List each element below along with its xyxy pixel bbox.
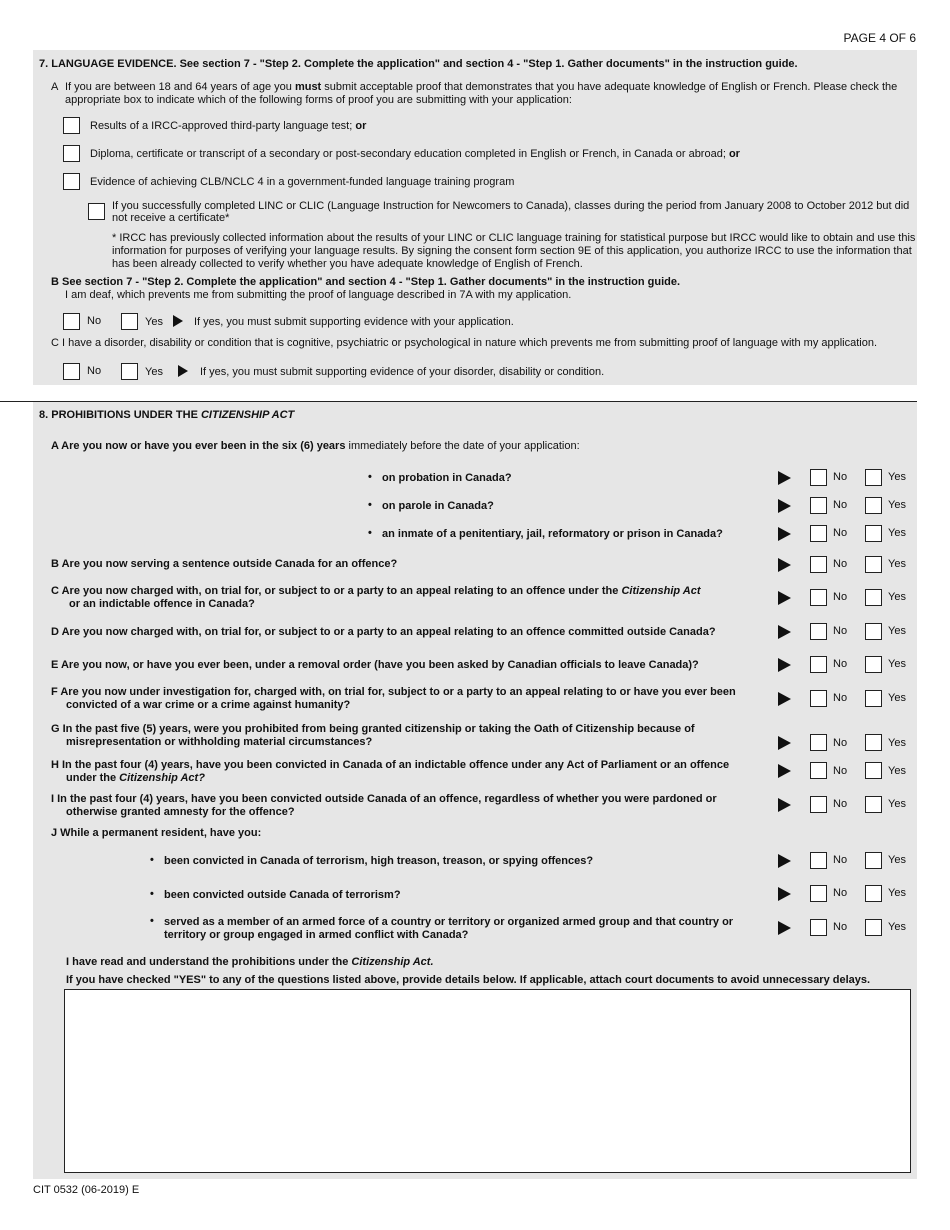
yes-label: Yes <box>888 558 906 570</box>
section-7a-must: must <box>294 81 322 93</box>
ircc-note-line1: * IRCC has previously collected information about the results of your LINC or CLIC language training for statistical purpose but IRCC would like to obtain and use this <box>112 232 916 244</box>
q8i-text-line1: I In the past four (4) years, have you been convicted outside Canada of an offence, regardless of whether you were pardoned or <box>51 793 717 805</box>
q8a3-text: an inmate of a penitentiary, jail, reformatory or prison in Canada? <box>382 528 723 540</box>
q8g-no-checkbox[interactable] <box>810 734 827 751</box>
disability-yes-label: Yes <box>145 366 163 378</box>
q8f-text-line2: convicted of a war crime or a crime against humanity? <box>66 699 351 711</box>
q8j2-yes-checkbox[interactable] <box>865 885 882 902</box>
section-7a-text-post: submit acceptable proof that demonstrates that you have adequate knowledge of English or French. Please check the <box>321 81 898 93</box>
no-label: No <box>833 692 848 704</box>
diploma-label <box>90 148 740 161</box>
yes-label: Yes <box>888 658 906 670</box>
arrow-icon <box>778 736 791 750</box>
arrow-icon <box>778 658 791 672</box>
q8g-yes-checkbox[interactable] <box>865 734 882 751</box>
clb-nclc-checkbox[interactable] <box>63 173 80 190</box>
deaf-yes-note: If yes, you must submit supporting evidence with your application. <box>194 316 514 328</box>
arrow-icon <box>778 764 791 778</box>
acknowledgement-act: Citizenship Act. <box>351 956 434 968</box>
section-8a-intro-bold: A Are you now or have you ever been in the six (6) years <box>51 440 346 452</box>
q8e-yes-checkbox[interactable] <box>865 656 882 673</box>
q8a3-yes-checkbox[interactable] <box>865 525 882 542</box>
section-7c-text: C I have a disorder, disability or condition that is cognitive, psychiatric or psychological in nature which prevents me from submitting proof of language with my application. <box>51 337 878 349</box>
form-code: CIT 0532 (06-2019) E <box>33 1184 140 1196</box>
section-7a-text-pre: If you are between 18 and 64 years of age you <box>65 81 295 93</box>
arrow-icon <box>778 625 791 639</box>
yes-label: Yes <box>888 692 906 704</box>
q8a1-yes-checkbox[interactable] <box>865 469 882 486</box>
no-label: No <box>833 658 848 670</box>
q8f-text-line1: F Are you now under investigation for, charged with, on trial for, subject to or a party to an appeal relating to or have you ever been <box>51 686 736 698</box>
no-label: No <box>833 854 848 866</box>
no-label: No <box>833 471 848 483</box>
no-label: No <box>833 591 848 603</box>
deaf-no-label: No <box>87 315 102 327</box>
deaf-yes-checkbox[interactable] <box>121 313 138 330</box>
q8d-text: D Are you now charged with, on trial for, or subject to or a party to an appeal relating to an offence committed outside Canada? <box>51 626 716 638</box>
ircc-note-line2: information for purposes of verifying your language results. By signing the consent form section 9E of this application, you authorize IRCC to use the information that <box>112 245 912 257</box>
q8h-act: Citizenship Act? <box>119 772 205 784</box>
section-7a-text-line2: appropriate box to indicate which of the following forms of proof you are submitting with your application: <box>65 94 572 106</box>
yes-label: Yes <box>888 854 906 866</box>
section-8-heading <box>39 409 294 422</box>
no-label: No <box>833 921 848 933</box>
yes-label: Yes <box>888 527 906 539</box>
q8a2-bullet: • <box>368 499 372 511</box>
section-8a-intro-rest: immediately before the date of your application: <box>345 440 580 452</box>
section-7a-letter: A <box>51 81 59 93</box>
diploma-or: or <box>728 148 740 160</box>
linc-clic-checkbox[interactable] <box>88 203 105 220</box>
q8a1-no-checkbox[interactable] <box>810 469 827 486</box>
q8a2-yes-checkbox[interactable] <box>865 497 882 514</box>
section-7b-text: I am deaf, which prevents me from submitting the proof of language described in 7A with my application. <box>65 289 572 301</box>
q8j1-no-checkbox[interactable] <box>810 852 827 869</box>
disability-yes-note: If yes, you must submit supporting evidence of your disorder, disability or condition. <box>200 366 605 378</box>
acknowledgement-text <box>66 956 434 969</box>
q8e-no-checkbox[interactable] <box>810 656 827 673</box>
q8j1-yes-checkbox[interactable] <box>865 852 882 869</box>
q8b-yes-checkbox[interactable] <box>865 556 882 573</box>
q8a1-bullet: • <box>368 471 372 483</box>
page-number: PAGE 4 OF 6 <box>843 31 916 45</box>
linc-clic-label-line2: not receive a certificate* <box>112 212 230 224</box>
q8j2-no-checkbox[interactable] <box>810 885 827 902</box>
q8c-text-pre: C Are you now charged with, on trial for, or subject to or a party to an appeal relating to an offence under the <box>51 585 622 597</box>
arrow-icon <box>778 692 791 706</box>
q8f-yes-checkbox[interactable] <box>865 690 882 707</box>
q8j3-bullet: • <box>150 915 154 927</box>
yes-label: Yes <box>888 921 906 933</box>
q8d-no-checkbox[interactable] <box>810 623 827 640</box>
q8b-text: B Are you now serving a sentence outside Canada for an offence? <box>51 558 398 570</box>
arrow-icon <box>778 887 791 901</box>
language-test-label <box>90 120 366 133</box>
q8h-yes-checkbox[interactable] <box>865 762 882 779</box>
ircc-note-line3: has been already collected to verify whether you have adequate knowledge of English of French. <box>112 258 583 270</box>
deaf-no-checkbox[interactable] <box>63 313 80 330</box>
diploma-checkbox[interactable] <box>63 145 80 162</box>
q8j1-text: been convicted in Canada of terrorism, high treason, treason, or spying offences? <box>164 855 594 867</box>
arrow-icon <box>778 471 791 485</box>
arrow-icon <box>778 591 791 605</box>
q8j2-bullet: • <box>150 888 154 900</box>
q8c-no-checkbox[interactable] <box>810 589 827 606</box>
q8g-text-line2: misrepresentation or withholding material circumstances? <box>66 736 373 748</box>
q8j1-bullet: • <box>150 854 154 866</box>
q8j3-yes-checkbox[interactable] <box>865 919 882 936</box>
no-label: No <box>833 765 848 777</box>
no-label: No <box>833 499 848 511</box>
q8d-yes-checkbox[interactable] <box>865 623 882 640</box>
no-label: No <box>833 887 848 899</box>
details-instruction: If you have checked "YES" to any of the questions listed above, provide details below. If applicable, attach court documents to avoid unnecessary delays. <box>66 974 871 986</box>
yes-label: Yes <box>888 499 906 511</box>
language-test-text: Results of a IRCC-approved third-party language test; <box>90 120 353 132</box>
q8i-no-checkbox[interactable] <box>810 796 827 813</box>
language-test-checkbox[interactable] <box>63 117 80 134</box>
acknowledgement-pre: I have read and understand the prohibitions under the <box>66 956 352 968</box>
yes-label: Yes <box>888 798 906 810</box>
language-test-or: or <box>355 120 367 132</box>
arrow-icon <box>178 365 188 377</box>
linc-clic-label-line1: If you successfully completed LINC or CLIC (Language Instruction for Newcomers to Canada), classes during the period from January 2008 to October 2012 but did <box>112 200 910 212</box>
clb-nclc-label: Evidence of achieving CLB/NCLC 4 in a government-funded language training program <box>90 176 515 188</box>
arrow-icon <box>778 798 791 812</box>
q8j-text: J While a permanent resident, have you: <box>51 827 262 839</box>
section-8-heading-act: CITIZENSHIP ACT <box>200 409 295 421</box>
q8b-no-checkbox[interactable] <box>810 556 827 573</box>
q8j3-text-line2: territory or group engaged in armed conflict with Canada? <box>164 929 469 941</box>
disability-no-label: No <box>87 365 102 377</box>
q8h-text-pre: under the <box>66 772 120 784</box>
q8c-text-line2: or an indictable offence in Canada? <box>69 598 255 610</box>
yes-label: Yes <box>888 625 906 637</box>
arrow-icon <box>778 921 791 935</box>
q8a2-text: on parole in Canada? <box>382 500 494 512</box>
no-label: No <box>833 737 848 749</box>
no-label: No <box>833 558 848 570</box>
details-textarea[interactable] <box>64 989 911 1173</box>
q8a3-no-checkbox[interactable] <box>810 525 827 542</box>
q8j2-text: been convicted outside Canada of terrorism? <box>164 889 401 901</box>
q8a3-bullet: • <box>368 527 372 539</box>
arrow-icon <box>778 854 791 868</box>
arrow-icon <box>778 558 791 572</box>
yes-label: Yes <box>888 765 906 777</box>
arrow-icon <box>778 499 791 513</box>
deaf-yes-label: Yes <box>145 316 163 328</box>
q8i-text-line2: otherwise granted amnesty for the offence? <box>66 806 295 818</box>
arrow-icon <box>778 527 791 541</box>
q8c-text-line1 <box>51 585 701 598</box>
arrow-icon <box>173 315 183 327</box>
yes-label: Yes <box>888 471 906 483</box>
yes-label: Yes <box>888 887 906 899</box>
q8f-no-checkbox[interactable] <box>810 690 827 707</box>
q8j3-no-checkbox[interactable] <box>810 919 827 936</box>
section-7a-text-line1 <box>65 81 897 94</box>
q8a1-text: on probation in Canada? <box>382 472 512 484</box>
section-7-heading: 7. LANGUAGE EVIDENCE. See section 7 - "Step 2. Complete the application" and section 4 - "Step 1. Gather documents" in the instruction guide. <box>39 58 798 70</box>
q8h-text-line1: H In the past four (4) years, have you been convicted in Canada of an indictable offence under any Act of Parliament or an offence <box>51 759 730 771</box>
no-label: No <box>833 527 848 539</box>
q8a2-no-checkbox[interactable] <box>810 497 827 514</box>
q8h-text-line2 <box>66 772 205 785</box>
q8j3-text-line1: served as a member of an armed force of a country or territory or organized armed group and that country or <box>164 916 734 928</box>
q8e-text: E Are you now, or have you ever been, under a removal order (have you been asked by Canadian officials to leave Canada)? <box>51 659 699 671</box>
q8h-no-checkbox[interactable] <box>810 762 827 779</box>
section-8-heading-pre: 8. PROHIBITIONS UNDER THE <box>39 409 201 421</box>
q8i-yes-checkbox[interactable] <box>865 796 882 813</box>
disability-yes-checkbox[interactable] <box>121 363 138 380</box>
diploma-text: Diploma, certificate or transcript of a secondary or post-secondary education completed in English or French, in Canada or abroad; <box>90 148 726 160</box>
q8c-yes-checkbox[interactable] <box>865 589 882 606</box>
q8c-act: Citizenship Act <box>621 585 701 597</box>
no-label: No <box>833 798 848 810</box>
section-7b-heading: B See section 7 - "Step 2. Complete the application" and section 4 - "Step 1. Gather documents" in the instruction guide. <box>51 276 681 288</box>
no-label: No <box>833 625 848 637</box>
disability-no-checkbox[interactable] <box>63 363 80 380</box>
q8g-text-line1: G In the past five (5) years, were you prohibited from being granted citizenship or taking the Oath of Citizenship because of <box>51 723 695 735</box>
section-8a-intro <box>51 440 580 453</box>
yes-label: Yes <box>888 591 906 603</box>
yes-label: Yes <box>888 737 906 749</box>
